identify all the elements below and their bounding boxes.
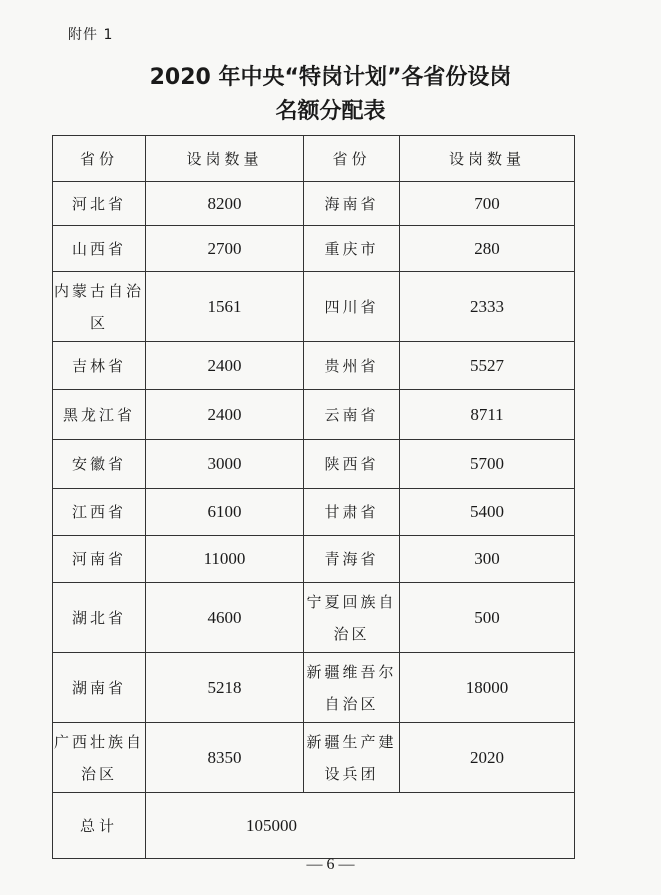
province-cell: 重庆市 xyxy=(304,226,400,272)
count-cell: 6100 xyxy=(146,489,304,536)
document-title: 2020 年中央“特岗计划”各省份设岗 xyxy=(149,65,512,90)
count-cell: 280 xyxy=(400,226,575,272)
province-cell: 陕西省 xyxy=(304,440,400,489)
table-row xyxy=(53,182,575,226)
province-cell: 宁夏回族自治区 xyxy=(304,583,400,653)
count-cell: 5218 xyxy=(146,653,304,723)
count-cell: 2700 xyxy=(146,226,304,272)
table-row xyxy=(53,489,575,536)
table-row xyxy=(53,583,575,653)
province-cell: 山西省 xyxy=(53,226,146,272)
count-cell: 8711 xyxy=(400,390,575,440)
count-cell: 2400 xyxy=(146,342,304,390)
count-cell: 2333 xyxy=(400,272,575,342)
header-count-right: 设岗数量 xyxy=(400,136,575,182)
province-cell: 内蒙古自治区 xyxy=(53,272,146,342)
province-cell: 江西省 xyxy=(53,489,146,536)
total-row xyxy=(53,793,575,859)
table-row xyxy=(53,226,575,272)
province-cell: 广西壮族自治区 xyxy=(53,723,146,793)
province-cell: 湖北省 xyxy=(53,583,146,653)
count-cell: 500 xyxy=(400,583,575,653)
document-subtitle: 名额分配表 xyxy=(275,99,386,124)
count-cell: 700 xyxy=(400,182,575,226)
count-cell: 5527 xyxy=(400,342,575,390)
table-header-row xyxy=(53,136,575,182)
table-row xyxy=(53,723,575,793)
count-cell: 8200 xyxy=(146,182,304,226)
province-cell: 湖南省 xyxy=(53,653,146,723)
header-province-left: 省份 xyxy=(53,136,146,182)
province-cell: 新疆生产建设兵团 xyxy=(304,723,400,793)
table-row xyxy=(53,272,575,342)
province-cell: 黑龙江省 xyxy=(53,390,146,440)
province-cell: 安徽省 xyxy=(53,440,146,489)
allocation-table xyxy=(52,135,575,859)
province-cell: 海南省 xyxy=(304,182,400,226)
table-row xyxy=(53,342,575,390)
header-province-right: 省份 xyxy=(304,136,400,182)
total-value: 105000 xyxy=(146,793,575,859)
province-cell: 贵州省 xyxy=(304,342,400,390)
count-cell: 4600 xyxy=(146,583,304,653)
table-row xyxy=(53,390,575,440)
count-cell: 5400 xyxy=(400,489,575,536)
count-cell: 2400 xyxy=(146,390,304,440)
province-cell: 甘肃省 xyxy=(304,489,400,536)
total-label: 总计 xyxy=(53,793,146,859)
header-count-left: 设岗数量 xyxy=(146,136,304,182)
attachment-label: 附件 1 xyxy=(68,27,114,43)
count-cell: 11000 xyxy=(146,536,304,583)
count-cell: 1561 xyxy=(146,272,304,342)
count-cell: 2020 xyxy=(400,723,575,793)
table-row xyxy=(53,536,575,583)
province-cell: 四川省 xyxy=(304,272,400,342)
count-cell: 18000 xyxy=(400,653,575,723)
count-cell: 300 xyxy=(400,536,575,583)
page-number: — 6 — xyxy=(306,856,355,873)
count-cell: 3000 xyxy=(146,440,304,489)
count-cell: 8350 xyxy=(146,723,304,793)
table-row xyxy=(53,440,575,489)
province-cell: 青海省 xyxy=(304,536,400,583)
province-cell: 吉林省 xyxy=(53,342,146,390)
province-cell: 河北省 xyxy=(53,182,146,226)
count-cell: 5700 xyxy=(400,440,575,489)
table-row xyxy=(53,653,575,723)
province-cell: 河南省 xyxy=(53,536,146,583)
province-cell: 云南省 xyxy=(304,390,400,440)
province-cell: 新疆维吾尔自治区 xyxy=(304,653,400,723)
